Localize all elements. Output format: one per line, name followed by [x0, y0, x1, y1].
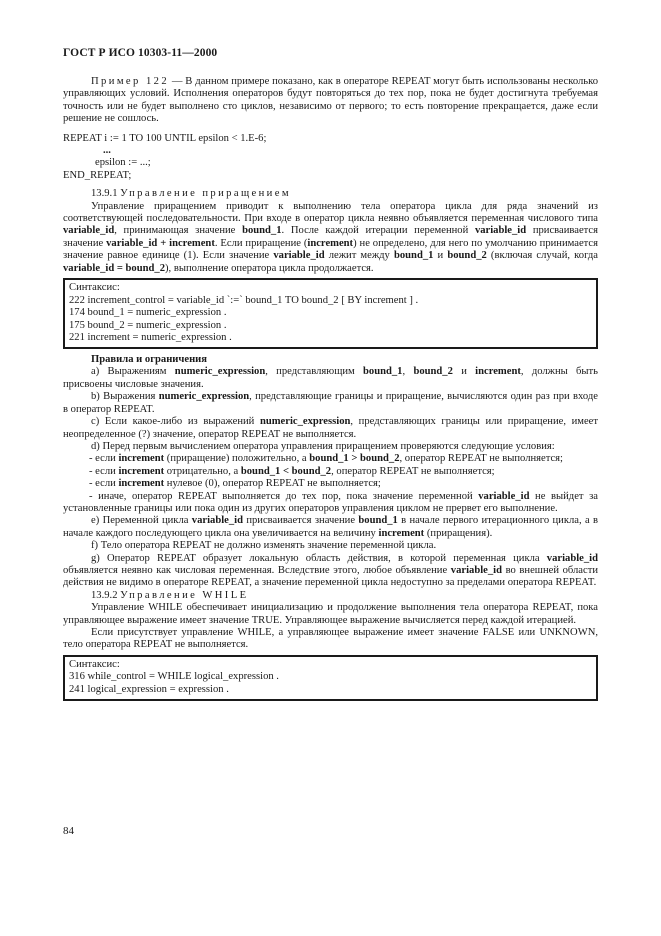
- syntax-box: [63, 278, 598, 349]
- term: increment: [475, 366, 521, 378]
- term: variable_id: [546, 552, 598, 564]
- text-span: в начале первого итерационного цикла, а в начале каждого последующего цикла она увеличивается на величину: [63, 515, 598, 539]
- text-span: во внешней области действия не видимо в операторе REPEAT, а значение переменной цикла недоступно за пределами оператора REPEAT.: [63, 564, 599, 589]
- text-span: не выйдет за установленные границы или пока один из других операторов управления циклом не прервет его выполнение.: [63, 490, 598, 514]
- text-span: , принимающая значение: [114, 225, 243, 237]
- term: bound_2: [413, 366, 453, 378]
- text-span: - если: [89, 453, 119, 465]
- term: bound_1 > bound_2: [309, 453, 400, 465]
- text-span: Управление приращением приводит к выполнению тела оператора цикла для ряда значений из соответствующей последовательности. При входе в оператор цикла неявно объявляется переменная числового типа: [63, 200, 598, 225]
- rule-d-item: [63, 478, 598, 490]
- rule-d: d) Перед первым вычислением оператора управления приращением проверяются следующие условия:: [91, 440, 555, 452]
- syntax-line: 221 increment = numeric_expression .: [69, 332, 232, 344]
- term: variable_id: [63, 225, 115, 237]
- text-span: (приращения).: [424, 527, 493, 539]
- syntax-line: 316 while_control = WHILE logical_expression .: [69, 671, 279, 683]
- text-span: b) Выражения: [91, 391, 159, 403]
- text-span: (включая случай, когда: [486, 250, 598, 262]
- page-content: [63, 76, 598, 705]
- text-span: ,: [402, 366, 414, 378]
- text-span: присваивается значение: [63, 225, 599, 249]
- syntax-line: 241 logical_expression = expression .: [69, 684, 229, 695]
- code-line: ...: [103, 145, 111, 157]
- rule-d-item: [63, 453, 598, 465]
- term: increment: [378, 527, 425, 539]
- text-span: , оператор REPEAT не выполняется;: [331, 465, 495, 477]
- term: variable_id + increment: [106, 237, 215, 249]
- term: increment: [118, 453, 165, 465]
- rule-d-item: [63, 466, 598, 478]
- section-number: 13.9.2: [91, 589, 118, 601]
- text-span: объявляется неявно как числовая переменная. Вследствие этого, любое объявление: [63, 564, 451, 576]
- section-paragraph: Если присутствует управление WHILE, а управляющее выражение имеет значение FALSE или UNKNOWN, тело оператора REPEAT не выполняется.: [63, 627, 598, 651]
- code-line: epsilon := ...;: [95, 157, 151, 169]
- text-span: , представляющих границы или приращение, имеет неопределенное (?) значение, оператор REPEAT не выполняется.: [63, 416, 598, 440]
- rule-e: [63, 515, 598, 540]
- text-span: лежит между: [324, 250, 394, 262]
- text-span: нулевое (0), оператор REPEAT не выполняется;: [164, 478, 381, 490]
- term: increment: [118, 465, 165, 477]
- text-span: ) не определено, для него по умолчанию принимается значение равное единице (1). Если значение: [63, 237, 598, 262]
- term: numeric_expression: [174, 366, 266, 378]
- term: variable_id: [478, 490, 530, 502]
- term: numeric_expression: [259, 416, 351, 428]
- text-span: . Если приращение (: [214, 237, 308, 249]
- text-span: , оператор REPEAT не выполняется;: [399, 453, 563, 465]
- syntax-line: 174 bound_1 = numeric_expression .: [69, 307, 227, 319]
- code-line: END_REPEAT;: [63, 169, 132, 181]
- text-span: - иначе, оператор REPEAT выполняется до тех пор, пока значение переменной: [89, 490, 479, 502]
- text-span: отрицательно, а: [164, 465, 241, 477]
- example-paragraph: [63, 76, 598, 126]
- term: bound_1 < bound_2: [240, 465, 332, 477]
- rule-f: f) Тело оператора REPEAT не должно изменять значение переменной цикла.: [91, 540, 437, 552]
- text-span: а) Выражениям: [91, 366, 175, 378]
- term: variable_id: [273, 250, 325, 262]
- text-span: , должны быть присвоены числовые значения.: [63, 366, 599, 390]
- text-span: g) Оператор REPEAT образует локальную область действия, в которой переменная цикла: [91, 552, 547, 564]
- term: variable_id = bound_2: [63, 262, 165, 274]
- term: bound_1: [393, 250, 434, 262]
- term: variable_id: [191, 515, 243, 527]
- rule-c: [63, 416, 598, 441]
- syntax-box: [63, 655, 598, 701]
- term: numeric_expression: [158, 391, 250, 403]
- text-span: , представляющим: [265, 366, 364, 378]
- document-header: ГОСТ Р ИСО 10303-11—2000: [63, 47, 218, 59]
- text-span: - если: [89, 478, 119, 490]
- rules-heading: Правила и ограничения: [91, 354, 208, 366]
- text-span: ), выполнение оператора цикла продолжается.: [165, 262, 374, 274]
- term: bound_1: [358, 515, 398, 527]
- section-number: 13.9.1: [91, 188, 118, 200]
- term: bound_2: [447, 250, 487, 262]
- text-span: - если: [89, 465, 119, 477]
- term: bound_1: [363, 366, 403, 378]
- text-span: присваивается значение: [243, 515, 359, 527]
- section-title: Управление приращением: [120, 188, 291, 200]
- text-span: (приращение) положительно, а: [164, 453, 310, 465]
- section-title: Управление WHILE: [120, 589, 249, 601]
- example-text: — В данном примере показано, как в операторе REPEAT могут быть использованы несколько управляющих условий. Исполнения операторов будут повторяться до тех пор, пока не будет достигнута требуемая точность или не будет выполнено сто циклов, независимо от первого; то есть повторение прекращается, даже если решение не сошлось.: [63, 76, 599, 125]
- syntax-line: 175 bound_2 = numeric_expression .: [69, 319, 227, 331]
- text-span: е) Переменной цикла: [91, 515, 192, 527]
- text-span: . После каждой итерации переменной: [281, 225, 475, 237]
- rule-a: [63, 366, 598, 391]
- term: variable_id: [450, 564, 502, 576]
- text-span: , представляющие границы и приращение, вычисляются один раз при входе в оператор REPEAT.: [63, 391, 598, 415]
- text-span: и: [433, 250, 448, 262]
- syntax-title: Синтаксис:: [69, 658, 120, 670]
- rule-g: [63, 553, 598, 590]
- term: increment: [307, 237, 354, 249]
- term: variable_id: [474, 225, 527, 237]
- syntax-title: Синтаксис:: [69, 282, 120, 294]
- rule-b: [63, 391, 598, 416]
- section-paragraph: [63, 201, 598, 275]
- text-span: и: [452, 366, 476, 378]
- syntax-line: 222 increment_control = variable_id `:=` bound_1 TO bound_2 [ BY increment ] .: [69, 294, 419, 306]
- code-line: REPEAT i := 1 TO 100 UNTIL epsilon < 1.E-6;: [63, 132, 267, 144]
- example-label: Пример 122: [91, 76, 170, 87]
- code-example: [63, 133, 598, 183]
- term: increment: [118, 478, 165, 490]
- section-heading: [63, 188, 598, 200]
- section-heading: [63, 590, 598, 602]
- rule-d-item: [63, 491, 598, 516]
- text-span: с) Если какое-либо из выражений: [91, 416, 260, 428]
- page-number: 84: [63, 825, 74, 837]
- section-paragraph: Управление WHILE обеспечивает инициализацию и продолжение выполнения тела оператора REPEAT, пока управляющее выражение имеет значение TRUE. Управляющее выражение вычисляется перед каждой итерацией.: [63, 602, 598, 626]
- term: bound_1: [242, 225, 282, 237]
